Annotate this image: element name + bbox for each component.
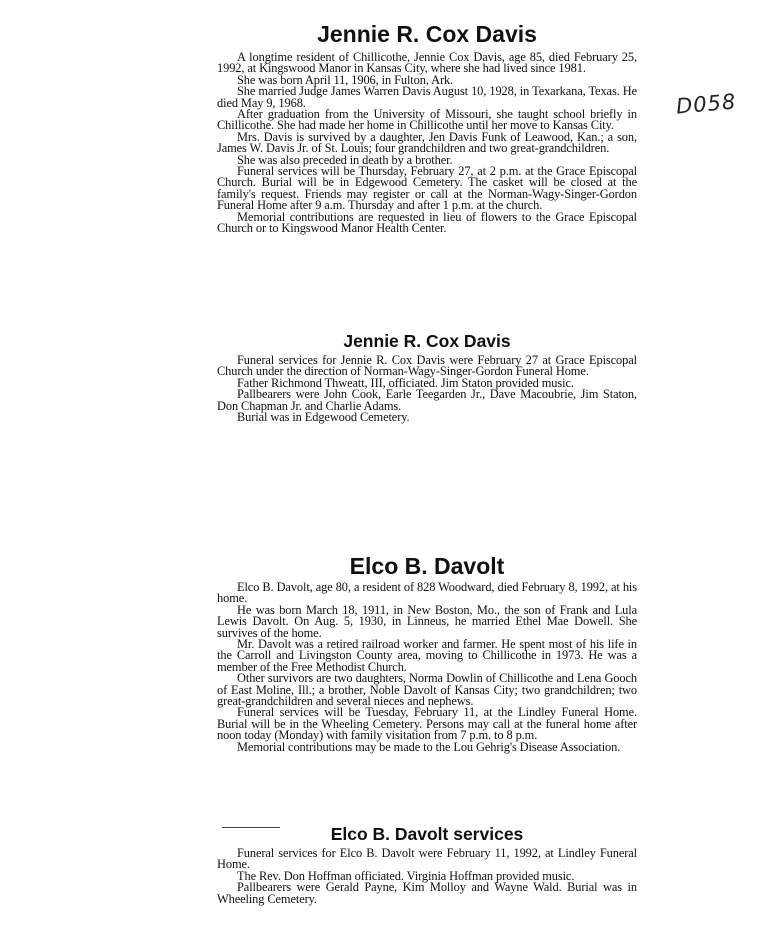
obituary-paragraph: Memorial contributions are requested in lieu of flowers to the Grace Episcopal Church or to Kingswood Manor Health Center. xyxy=(217,209,637,236)
obituary-paragraph: She was born April 11, 1906, in Fulton, Ark. xyxy=(237,72,454,87)
funeral-notice-paragraph: Pallbearers were Gerald Payne, Kim Molloy and Wayne Wald. Burial was in Wheeling Cemetery. xyxy=(217,880,637,906)
obituary-paragraph: Funeral services will be Tuesday, February 11, at the Lindley Funeral Home. Burial will be in the Wheeling Cemetery. Persons may call at the funeral home after noon today (Monday) with family visitation from 7 p.m. to 8 p.m. xyxy=(217,705,637,743)
obituary-paragraph: Mrs. Davis is survived by a daughter, Jen Davis Funk of Leawood, Kan.; a son, James W. Davis Jr. of St. Louis; four grandchildren and two great-grandchildren. xyxy=(217,129,637,156)
obituary-paragraph: She married Judge James Warren Davis August 10, 1928, in Texarkana, Texas. He died May 9, 1968. xyxy=(217,84,637,110)
funeral-notice-paragraph: Burial was in Edgewood Cemetery. xyxy=(237,410,410,425)
funeral-notice-paragraph: Father Richmond Thweatt, III, officiated. Jim Staton provided music. xyxy=(237,375,574,390)
funeral-notice-elco-davolt xyxy=(217,823,637,905)
obituary-paragraph: Elco B. Davolt, age 80, a resident of 828 Woodward, died February 8, 1992, at his home. xyxy=(217,580,637,606)
handwritten-file-code: D058 xyxy=(675,89,738,119)
obituary-paragraph: After graduation from the University of Missouri, she taught school briefly in Chillicothe. She had made her home in Chillicothe until her move to Kansas City. xyxy=(217,107,637,133)
obituary-jennie-davis xyxy=(217,20,637,235)
funeral-notice-jennie-davis xyxy=(217,330,637,423)
obituary-headline: Elco B. Davolt xyxy=(349,553,505,579)
obituary-elco-davolt xyxy=(217,552,637,753)
obituary-paragraph: Funeral services will be Thursday, February 27, at 2 p.m. at the Grace Episcopal Church. Burial will be in Edgewood Cemetery. The casket will be closed at the family's request. Friends may register or call at the Norman-Wagy-Singer-Gordon Funeral Home after 9 a.m. Thursday and after 1 p.m. at the church. xyxy=(217,164,637,213)
funeral-notice-paragraph: Funeral services for Jennie R. Cox Davis were February 27 at Grace Episcopal Church under the direction of Norman-Wagy-Singer-Gordon Funeral Home. xyxy=(217,353,637,379)
obituary-paragraph: Mr. Davolt was a retired railroad worker and farmer. He spent most of his life in the Carroll and Livingston County area, moving to Chillicothe in 1973. He was a member of the Free Methodist Church. xyxy=(217,637,637,674)
funeral-notice-headline: Jennie R. Cox Davis xyxy=(343,331,511,351)
obituary-paragraph: Memorial contributions may be made to the Lou Gehrig's Disease Association. xyxy=(237,739,621,754)
obituary-paragraph: A longtime resident of Chillicothe, Jennie Cox Davis, age 85, died February 25, 1992, at Kingswood Manor in Kansas City, where she had lived since 1981. xyxy=(217,50,637,76)
obituary-paragraph: She was also preceded in death by a brother. xyxy=(237,152,453,167)
obituary-paragraph: He was born March 18, 1911, in New Boston, Mo., the son of Frank and Lula Lewis Davolt. On Aug. 5, 1930, in Linneus, he married Ethel Mae Dowell. She survives of the home. xyxy=(217,602,637,640)
funeral-notice-paragraph: The Rev. Don Hoffman officiated. Virginia Hoffman provided music. xyxy=(237,868,575,883)
obituary-headline: Jennie R. Cox Davis xyxy=(317,21,537,47)
funeral-notice-paragraph: Funeral services for Elco B. Davolt were February 11, 1992, at Lindley Funeral Home. xyxy=(217,846,637,872)
funeral-notice-paragraph: Pallbearers were John Cook, Earle Teegarden Jr., Dave Macoubrie, Jim Staton, Don Chapman Jr. and Charlie Adams. xyxy=(217,387,637,413)
obituary-paragraph: Other survivors are two daughters, Norma Dowlin of Chillicothe and Lena Gooch of East Moline, Ill.; a brother, Noble Davolt of Kansas City; two grandchildren; two great-grandchildren and several nieces and nephews. xyxy=(217,671,637,709)
funeral-notice-headline: Elco B. Davolt services xyxy=(330,824,524,844)
